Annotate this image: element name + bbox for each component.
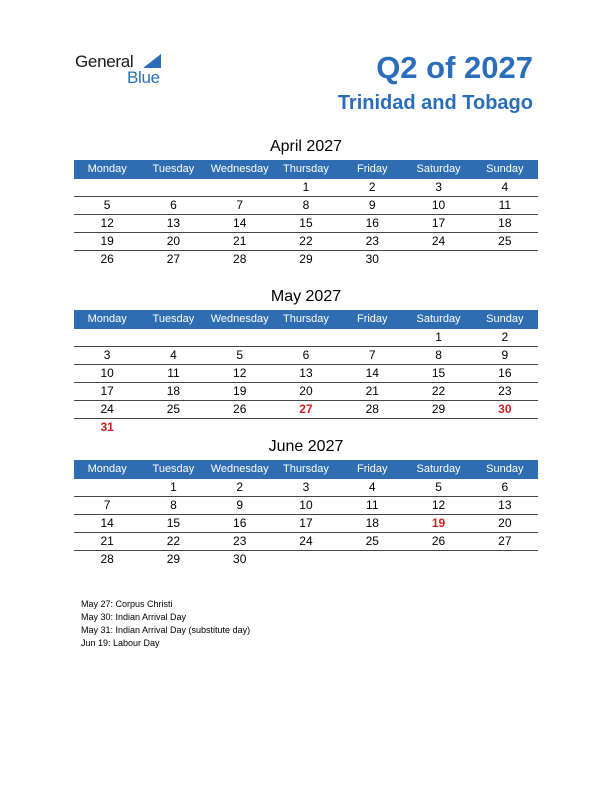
week-row (74, 515, 538, 533)
week-row (74, 383, 538, 401)
weekday-header: Friday (356, 163, 388, 175)
week-row (74, 365, 538, 383)
day-cell: 24 (299, 534, 313, 548)
empty-day-cell (207, 179, 273, 196)
day-cell: 19 (100, 234, 114, 248)
day-cell: 26 (233, 402, 247, 416)
weekday-header: Sunday (486, 163, 524, 175)
day-cell: 7 (368, 348, 376, 362)
day-cell: 2 (501, 330, 509, 344)
day-cell: 6 (170, 198, 177, 212)
day-cell: 11 (167, 366, 180, 380)
day-cell: 4 (501, 180, 509, 194)
day-cell: 1 (170, 480, 177, 494)
day-cell: 15 (166, 516, 181, 530)
empty-day-cell (339, 551, 405, 568)
weekday-header: Tuesday (152, 163, 195, 175)
week-row (74, 233, 538, 251)
day-cell: 17 (100, 384, 114, 398)
day-cell: 9 (501, 348, 509, 362)
day-cell: 13 (166, 216, 181, 230)
day-cell: 27 (166, 252, 181, 266)
empty-day-cell (339, 419, 405, 436)
logo-triangle-icon (143, 54, 161, 68)
day-cell: 7 (236, 198, 244, 212)
day-cell: 10 (100, 366, 114, 380)
day-cell: 29 (431, 402, 446, 416)
day-cell: 26 (100, 252, 114, 266)
week-row (74, 401, 538, 419)
day-cell: 3 (435, 180, 442, 194)
day-cell: 12 (431, 498, 446, 512)
weekday-header: Monday (87, 313, 127, 325)
day-cell: 8 (302, 198, 310, 212)
weekday-header: Wednesday (210, 163, 269, 175)
week-row (74, 215, 538, 233)
page-title: Q2 of 2027 (376, 50, 533, 85)
weekday-header: Tuesday (152, 463, 195, 475)
weekday-header-row (74, 160, 538, 179)
holiday-note: May 30: Indian Arrival Day (81, 612, 187, 622)
day-cell: 18 (365, 516, 379, 530)
logo-text-blue: Blue (127, 68, 160, 87)
day-cell: 12 (100, 216, 114, 230)
week-row (74, 251, 538, 268)
day-cell: 14 (233, 216, 247, 230)
day-cell: 18 (166, 384, 181, 398)
day-cell: 16 (365, 216, 379, 230)
day-cell: 18 (498, 216, 512, 230)
weekday-header: Saturday (416, 313, 461, 325)
day-cell: 15 (299, 216, 313, 230)
day-cell: 30 (365, 252, 379, 266)
day-cell: 20 (166, 234, 181, 248)
day-cell: 1 (302, 180, 310, 194)
weekday-header: Friday (356, 313, 388, 325)
day-cell: 5 (236, 348, 244, 362)
day-cell: 8 (170, 498, 177, 512)
weekday-header-row (74, 460, 538, 479)
empty-day-cell (405, 419, 471, 436)
holiday-day-cell: 27 (299, 402, 313, 416)
day-cell: 2 (236, 480, 244, 494)
day-cell: 17 (431, 216, 446, 230)
empty-day-cell (405, 551, 471, 568)
empty-day-cell (207, 419, 273, 436)
day-cell: 16 (498, 366, 512, 380)
day-cell: 13 (498, 498, 512, 512)
empty-day-cell (273, 419, 339, 436)
weekday-header: Saturday (416, 463, 461, 475)
day-cell: 26 (431, 534, 446, 548)
month-june (74, 436, 538, 568)
day-cell: 13 (299, 366, 313, 380)
day-cell: 20 (299, 384, 313, 398)
day-cell: 5 (103, 198, 111, 212)
day-cell: 29 (299, 252, 313, 266)
holiday-day-cell: 19 (431, 516, 446, 530)
day-cell: 20 (498, 516, 512, 530)
day-cell: 28 (365, 402, 379, 416)
empty-day-cell (74, 329, 140, 346)
day-cell: 8 (435, 348, 442, 362)
holiday-note: May 27: Corpus Christi (81, 599, 173, 609)
empty-day-cell (472, 419, 538, 436)
week-row (74, 497, 538, 515)
logo (75, 52, 175, 88)
empty-day-cell (405, 251, 471, 268)
weekday-header: Sunday (486, 313, 524, 325)
day-cell: 14 (100, 516, 114, 530)
weekday-header: Thursday (283, 313, 329, 325)
day-cell: 16 (233, 516, 247, 530)
weekday-header: Sunday (486, 463, 524, 475)
day-cell: 3 (302, 480, 310, 494)
day-cell: 24 (100, 402, 114, 416)
weekday-header: Thursday (283, 463, 329, 475)
empty-day-cell (472, 551, 538, 568)
day-cell: 27 (498, 534, 512, 548)
weekday-header: Thursday (283, 163, 329, 175)
holiday-notes (81, 598, 250, 650)
day-cell: 28 (233, 252, 247, 266)
week-row (74, 419, 538, 436)
weekday-header: Tuesday (152, 313, 195, 325)
weekday-header: Friday (356, 463, 388, 475)
day-cell: 21 (100, 534, 114, 548)
day-cell: 19 (233, 384, 247, 398)
weekday-header: Monday (87, 463, 127, 475)
holiday-note: Jun 19: Labour Day (81, 638, 160, 648)
day-cell: 10 (431, 198, 446, 212)
day-cell: 23 (365, 234, 379, 248)
empty-day-cell (273, 551, 339, 568)
day-cell: 6 (501, 480, 509, 494)
week-row (74, 329, 538, 347)
month-may (74, 286, 538, 436)
day-cell: 23 (233, 534, 247, 548)
empty-day-cell (74, 479, 140, 496)
weekday-header: Wednesday (210, 463, 269, 475)
month-title: June 2027 (268, 438, 344, 455)
day-cell: 25 (498, 234, 512, 248)
day-cell: 1 (435, 330, 442, 344)
day-cell: 9 (236, 498, 244, 512)
page-subtitle: Trinidad and Tobago (337, 92, 533, 114)
week-row (74, 179, 538, 197)
empty-day-cell (140, 329, 206, 346)
weekday-header: Saturday (416, 163, 461, 175)
day-cell: 10 (299, 498, 313, 512)
day-cell: 4 (368, 480, 376, 494)
day-cell: 5 (435, 480, 442, 494)
day-cell: 11 (498, 198, 512, 212)
day-cell: 23 (498, 384, 512, 398)
day-cell: 7 (103, 498, 111, 512)
day-cell: 17 (299, 516, 313, 530)
empty-day-cell (273, 329, 339, 346)
empty-day-cell (339, 329, 405, 346)
logo-text-general: General (75, 52, 134, 71)
month-title: May 2027 (270, 288, 342, 305)
empty-day-cell (140, 179, 206, 196)
day-cell: 30 (233, 552, 247, 566)
weekday-header: Monday (87, 163, 127, 175)
day-cell: 6 (302, 348, 310, 362)
day-cell: 22 (166, 534, 181, 548)
day-cell: 21 (233, 234, 247, 248)
holiday-note: May 31: Indian Arrival Day (substitute day) (81, 625, 251, 635)
day-cell: 12 (233, 366, 247, 380)
day-cell: 28 (100, 552, 114, 566)
week-row (74, 479, 538, 497)
day-cell: 21 (365, 384, 379, 398)
day-cell: 22 (299, 234, 313, 248)
day-cell: 22 (431, 384, 446, 398)
week-row (74, 533, 538, 551)
weekday-header-row (74, 310, 538, 329)
day-cell: 11 (366, 498, 379, 512)
month-title: April 2027 (269, 138, 343, 155)
day-cell: 2 (368, 180, 376, 194)
week-row (74, 197, 538, 215)
day-cell: 9 (368, 198, 376, 212)
empty-day-cell (140, 419, 206, 436)
day-cell: 3 (103, 348, 111, 362)
month-april (74, 136, 538, 268)
week-row (74, 551, 538, 568)
day-cell: 15 (431, 366, 446, 380)
week-row (74, 347, 538, 365)
empty-day-cell (207, 329, 273, 346)
holiday-day-cell: 31 (100, 420, 114, 434)
empty-day-cell (74, 179, 140, 196)
day-cell: 25 (365, 534, 379, 548)
day-cell: 25 (166, 402, 181, 416)
day-cell: 14 (365, 366, 379, 380)
day-cell: 24 (431, 234, 446, 248)
holiday-day-cell: 30 (498, 402, 512, 416)
day-cell: 4 (170, 348, 177, 362)
day-cell: 29 (166, 552, 181, 566)
weekday-header: Wednesday (210, 313, 269, 325)
empty-day-cell (472, 251, 538, 268)
